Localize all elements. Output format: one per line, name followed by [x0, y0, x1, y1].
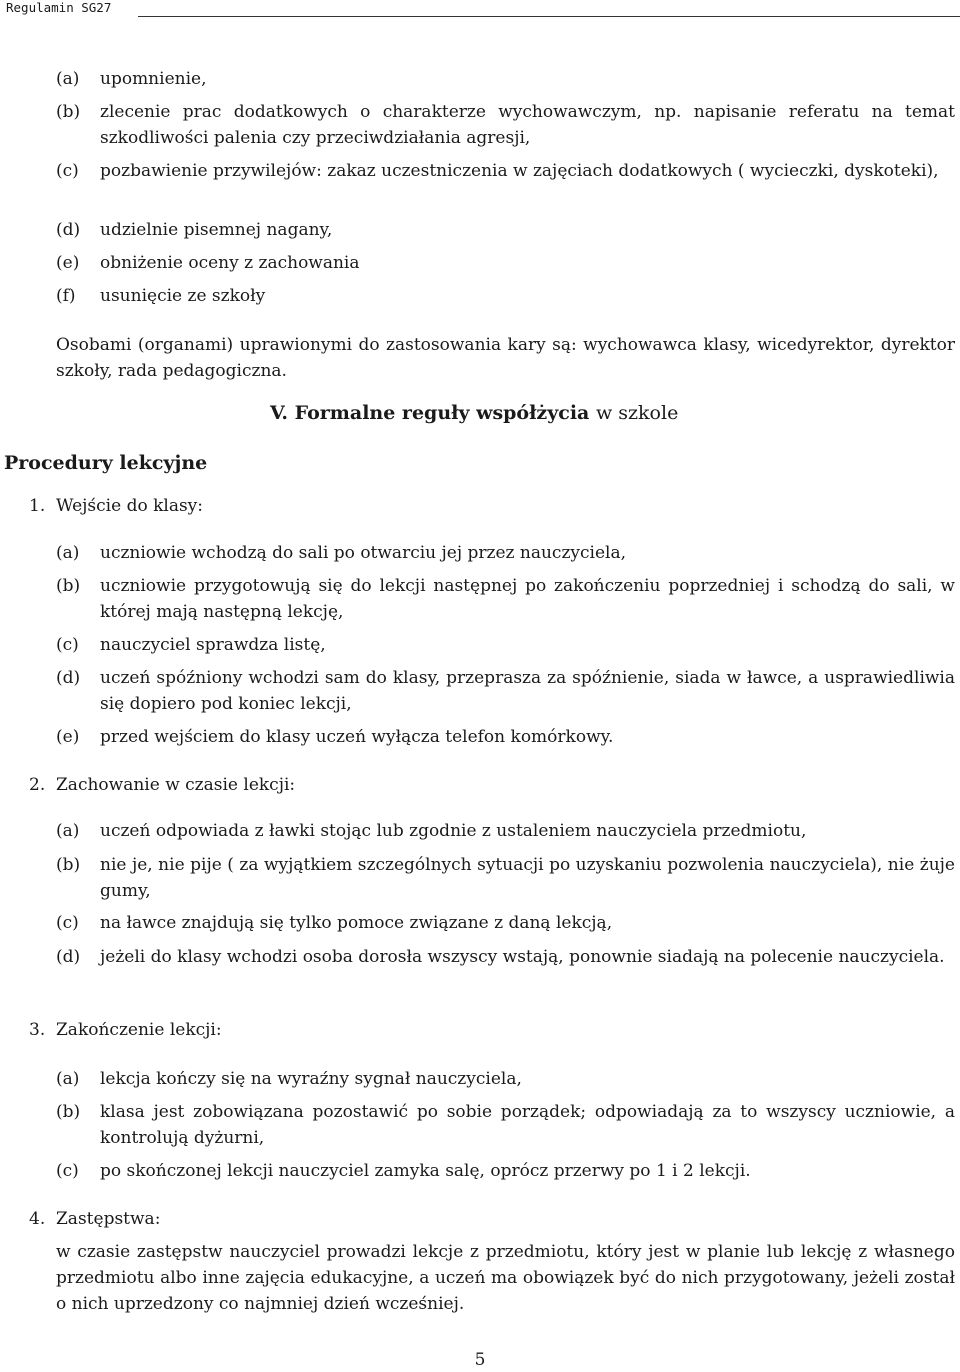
item-text: udzielnie pisemnej nagany,: [100, 220, 333, 240]
page-number: 5: [474, 1350, 486, 1370]
procedure-number: 1.: [29, 496, 46, 516]
item-label: (e): [56, 253, 80, 273]
authority-paragraph: Osobami (organami) uprawionymi do zastosowania kary są: wychowawca klasy, wicedyrektor, dyrektor szkoły, rada pedagogiczna.: [56, 335, 955, 381]
item-text: uczniowie przygotowują się do lekcji następnej po zakończeniu poprzedniej i schodzą do sali, w której mają następną lekcję,: [100, 576, 955, 622]
item-label: (d): [56, 668, 81, 688]
procedure-number: 4.: [29, 1209, 46, 1229]
item-text: nie je, nie pije ( za wyjątkiem szczególnych sytuacji po uzyskaniu pozwolenia nauczyciela), nie żuje gumy,: [100, 855, 955, 901]
list-item: [56, 1066, 955, 1092]
list-item: [56, 217, 955, 243]
list-item: [56, 158, 955, 184]
item-label: (b): [56, 102, 81, 122]
list-item: [56, 573, 955, 625]
item-label: (b): [56, 1102, 81, 1122]
item-text: uczniowie wchodzą do sali po otwarciu jej przez nauczyciela,: [100, 543, 627, 563]
item-label: (a): [56, 543, 80, 563]
list-item: [56, 632, 955, 658]
item-text: zlecenie prac dodatkowych o charakterze wychowawczym, np. napisanie referatu na temat szkodliwości palenia czy przeciwdziałania agresji,: [100, 102, 955, 148]
item-label: (b): [56, 576, 81, 596]
list-item: [56, 1099, 955, 1151]
procedure-heading: [29, 1206, 161, 1232]
section-title: [270, 402, 678, 424]
list-item: [56, 540, 955, 566]
item-label: (b): [56, 855, 81, 875]
procedure-heading: [29, 493, 204, 519]
item-label: (c): [56, 635, 79, 655]
procedure-heading-text: Zastępstwa:: [56, 1209, 161, 1229]
list-item: [56, 99, 955, 151]
item-label: (a): [56, 821, 80, 841]
item-text: usunięcie ze szkoły: [100, 286, 266, 306]
item-text: klasa jest zobowiązana pozostawić po sobie porządek; odpowiadają za to wszyscy uczniowie, a kontrolują dyżurni,: [100, 1102, 955, 1148]
item-text: obniżenie oceny z zachowania: [100, 253, 360, 273]
item-label: (c): [56, 161, 79, 181]
procedure-number: 2.: [29, 775, 46, 795]
procedure-heading: [29, 1017, 222, 1043]
item-text: przed wejściem do klasy uczeń wyłącza telefon komórkowy.: [100, 727, 614, 747]
item-text: po skończonej lekcji nauczyciel zamyka salę, oprócz przerwy po 1 i 2 lekcji.: [100, 1161, 751, 1181]
subsection-title: Procedury lekcyjne: [4, 452, 208, 474]
item-text: upomnienie,: [100, 69, 207, 89]
procedure-heading-text: Wejście do klasy:: [56, 496, 204, 516]
item-text: uczeń spóźniony wchodzi sam do klasy, przeprasza za spóźnienie, siada w ławce, a usprawiedliwia się dopiero pod koniec lekcji,: [100, 668, 955, 714]
procedure-heading: [29, 772, 296, 798]
item-label: (d): [56, 947, 81, 967]
substitution-paragraph: w czasie zastępstw nauczyciel prowadzi lekcje z przedmiotu, który jest w planie lub lekcję z własnego przedmiotu albo inne zajęcia edukacyjne, a uczeń ma obowiązek być do nich przygotowany, jeżeli został o nich uprzedzony co najmniej dzień wcześniej.: [56, 1242, 955, 1314]
item-text: uczeń odpowiada z ławki stojąc lub zgodnie z ustaleniem nauczyciela przedmiotu,: [100, 821, 807, 841]
item-label: (e): [56, 727, 80, 747]
item-text: jeżeli do klasy wchodzi osoba dorosła wszyscy wstają, ponownie siadają na polecenie nauczyciela.: [100, 947, 945, 967]
list-item: [56, 1158, 955, 1184]
section-title-bold: V. Formalne reguły współżycia: [270, 402, 590, 424]
item-label: (a): [56, 1069, 80, 1089]
list-item: [56, 665, 955, 717]
list-item: [56, 66, 955, 92]
list-item: [56, 852, 955, 904]
header-rule: [138, 16, 960, 17]
item-text: nauczyciel sprawdza listę,: [100, 635, 326, 655]
list-item: [56, 250, 955, 276]
item-label: (d): [56, 220, 81, 240]
list-item: [56, 910, 955, 936]
item-text: na ławce znajdują się tylko pomoce związane z daną lekcją,: [100, 913, 613, 933]
list-item: [56, 818, 955, 844]
item-label: (c): [56, 1161, 79, 1181]
item-text: pozbawienie przywilejów: zakaz uczestniczenia w zajęciach dodatkowych ( wycieczki, dyskoteki),: [100, 161, 939, 181]
item-label: (a): [56, 69, 80, 89]
item-label: (c): [56, 913, 79, 933]
procedure-heading-text: Zachowanie w czasie lekcji:: [56, 775, 296, 795]
item-label: (f): [56, 286, 76, 306]
running-title: Regulamin SG27: [6, 0, 112, 15]
section-title-rest: w szkole: [595, 402, 679, 424]
procedure-number: 3.: [29, 1020, 46, 1040]
list-item: [56, 724, 955, 750]
item-text: lekcja kończy się na wyraźny sygnał nauczyciela,: [100, 1069, 522, 1089]
list-item: [56, 944, 955, 970]
list-item: [56, 283, 955, 309]
procedure-heading-text: Zakończenie lekcji:: [56, 1020, 222, 1040]
